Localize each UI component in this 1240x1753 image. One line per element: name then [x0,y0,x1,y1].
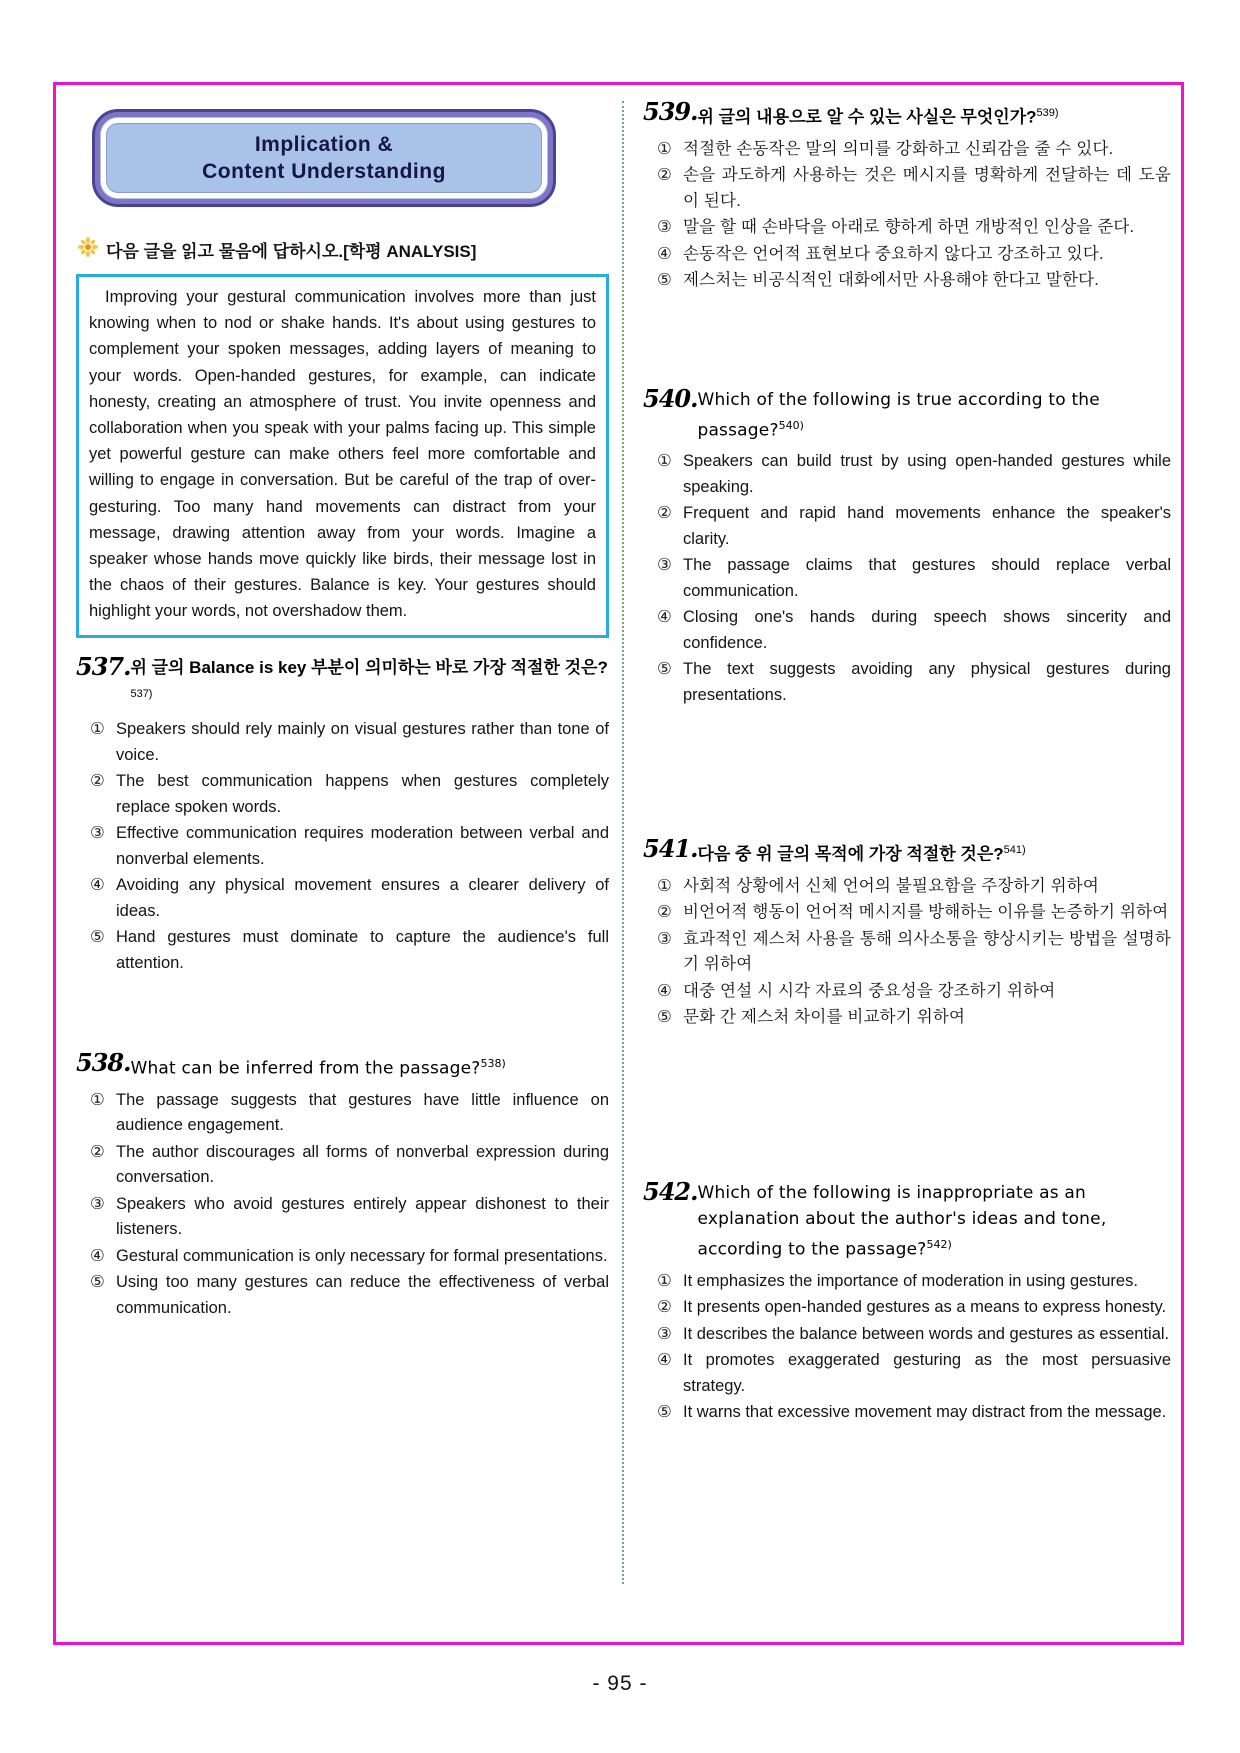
option-text: Gestural communication is only necessary for formal presentations. [116,1246,608,1265]
option-marker: ① [657,452,672,471]
option [90,1270,609,1321]
question-ref: 542) [926,1237,952,1251]
option-text: Hand gestures must dominate to capture the audience's full attention. [116,928,609,972]
option-marker: ② [657,1298,672,1317]
passage-box [76,274,609,638]
instruction-text: 다음 글을 읽고 물음에 답하시오.[학평 ANALYSIS] [106,242,477,261]
option-marker: ⑤ [657,660,672,679]
question-540 [643,383,1171,709]
options-537 [90,717,609,976]
question-number: 541. [643,834,698,864]
option-marker: ④ [657,244,672,263]
option-text: 문화 간 제스처 차이를 비교하기 위하여 [683,1008,966,1027]
instruction-row [78,237,609,262]
column-divider [622,101,624,1584]
option-text: Using too many gestures can reduce the effectiveness of verbal communication. [116,1273,609,1317]
option-text: The passage suggests that gestures have little influence on audience engagement. [116,1090,609,1135]
option [90,821,609,872]
option-marker: ④ [657,608,672,627]
option [657,874,1171,900]
option-marker: ① [90,1090,105,1109]
badge-line1: Implication & [254,133,394,156]
options-541 [657,874,1171,1031]
option-text: The author discourages all forms of nonverbal expression during conversation. [116,1142,609,1187]
option [657,1348,1171,1399]
question-number: 537. [76,651,131,681]
option-text: It warns that excessive movement may distract from the message. [683,1403,1167,1422]
option-marker: ⑤ [90,1273,105,1292]
option-marker: ③ [657,218,672,237]
option [657,242,1171,268]
option-marker: ④ [657,981,672,1000]
question-537 [76,651,609,977]
option-text: Speakers can build trust by using open-handed gestures while speaking. [683,452,1171,496]
question-stem: Which of the following is inappropriate as an explanation about the author's ideas and tone, according to the passage?$^{542)}$ [697,1182,1107,1260]
option-marker: ① [657,876,672,895]
option [657,979,1171,1005]
option-marker: ② [657,166,672,185]
option [657,1400,1171,1426]
option-text: Closing one's hands during speech shows sincerity and confidence. [683,608,1171,652]
option-text: Frequent and rapid hand movements enhance the speaker's clarity. [683,504,1171,548]
question-number: 542. [643,1176,698,1206]
question-stem: 다음 중 위 글의 목적에 가장 적절한 것은?$^{541)}$ [697,844,1026,864]
passage-text: Improving your gestural communication involves more than just knowing when to nod or shake hands. It's about using gestures to complement your spoken messages, adding layers of meaning to your words. Open-handed gestures, for example, can indicate honesty, creating an atmosphere of trust. You invite openness and collaboration when you speak with your palms facing up. This simple yet powerful gesture can make others feel more comfortable and willing to engage in conversation. But be careful of the trap of over-gesturing. Too many hand movements can distract from your message, drawing attention away from your words. Imagine a speaker whose hands move quickly like birds, their message lost in the chaos of their gestures. Balance is key. Your gestures should highlight your words, not overshadow them. [89,288,596,621]
question-538 [76,1050,609,1321]
option-marker: ④ [90,1246,105,1265]
option-marker: ① [657,139,672,158]
option-marker: ② [657,903,672,922]
options-540 [657,449,1171,708]
question-ref: 537) [130,687,153,700]
option-marker: ④ [657,1351,672,1370]
option [657,1005,1171,1031]
question-ref: 539) [1036,107,1059,119]
option [90,769,609,820]
option-marker: ① [90,720,105,739]
question-stem: What can be inferred from the passage?$^{538)}$ [130,1057,506,1079]
badge-line2: Content Understanding [202,160,446,183]
option [657,553,1171,604]
option [90,717,609,768]
option-text: Avoiding any physical movement ensures a clearer delivery of ideas. [116,876,609,920]
question-stem: 위 글의 내용으로 알 수 있는 사실은 무엇인가?$^{539)}$ [697,107,1059,127]
option-text: Effective communication requires moderation between verbal and nonverbal elements. [116,824,609,868]
option-marker: ④ [90,876,105,895]
option-marker: ① [657,1271,672,1290]
question-ref: 538) [480,1057,506,1071]
question-stem: 위 글의 Balance is key 부분이 의미하는 바로 가장 적절한 것은?$^{537)}$ [130,657,608,700]
flower-icon [78,237,98,262]
question-number: 539. [643,97,698,126]
option-text: 말을 할 때 손바닥을 아래로 향하게 하면 개방적인 인상을 준다. [683,218,1135,237]
option-marker: ② [657,504,672,523]
option [657,1322,1171,1348]
option-text: Speakers should rely mainly on visual gestures rather than tone of voice. [116,720,609,764]
option-marker: ③ [657,1324,672,1343]
chapter-badge [92,109,556,207]
option [657,900,1171,926]
question-stem: Which of the following is true according to the passage?$^{540)}$ [697,389,1100,441]
options-538 [90,1088,609,1322]
option [90,1244,609,1270]
option-text: 손동작은 언어적 표현보다 중요하지 않다고 강조하고 있다. [683,244,1104,263]
option [657,657,1171,708]
question-number: 538. [76,1048,131,1078]
options-539 [657,137,1171,294]
option [657,927,1171,978]
option-marker: ⑤ [657,1403,672,1422]
left-column [56,85,625,1642]
option-text: Speakers who avoid gestures entirely appear dishonest to their listeners. [116,1194,609,1239]
question-number: 540. [643,383,698,413]
option-marker: ③ [90,1194,105,1213]
option-marker: ⑤ [90,928,105,947]
option-text: It describes the balance between words and gestures as essential. [683,1324,1170,1343]
option [90,1088,609,1139]
options-542 [657,1269,1171,1426]
option [90,1140,609,1191]
option-marker: ⑤ [657,271,672,290]
chapter-badge-title [106,123,542,193]
option-text: 효과적인 제스처 사용을 통해 의사소통을 향상시키는 방법을 설명하기 위하여 [683,929,1171,974]
option-text: 손을 과도하게 사용하는 것은 메시지를 명확하게 전달하는 데 도움이 된다. [683,166,1171,210]
option [657,137,1171,163]
option [657,501,1171,552]
question-ref: 541) [1003,844,1026,857]
option-text: It presents open-handed gestures as a means to express honesty. [683,1298,1167,1317]
option-text: 적절한 손동작은 말의 의미를 강화하고 신뢰감을 줄 수 있다. [683,139,1114,158]
option-text: It promotes exaggerated gesturing as the most persuasive strategy. [683,1351,1171,1395]
option [657,1295,1171,1321]
option-marker: ③ [657,556,672,575]
page-number: - 95 - [592,1672,648,1695]
option [657,605,1171,656]
right-column [625,85,1181,1642]
option [657,268,1171,294]
option-marker: ③ [657,929,672,948]
option [657,449,1171,500]
option [657,215,1171,241]
option [90,873,609,924]
option-marker: ⑤ [657,1008,672,1027]
option [657,163,1171,214]
option-text: 대중 연설 시 시각 자료의 중요성을 강조하기 위하여 [683,981,1056,1000]
option-text: 제스처는 비공식적인 대화에서만 사용해야 한다고 말한다. [683,271,1100,290]
option [657,1269,1171,1295]
question-ref: 540) [778,418,804,432]
question-541 [643,836,1171,1031]
option [90,925,609,976]
option-marker: ② [90,772,105,791]
option-marker: ③ [90,824,105,843]
option [90,1192,609,1243]
option-text: 비언어적 행동이 언어적 메시지를 방해하는 이유를 논증하기 위하여 [683,903,1169,922]
page-frame [53,82,1184,1645]
question-542 [643,1176,1171,1426]
option-text: The best communication happens when gestures completely replace spoken words. [116,772,609,816]
option-marker: ② [90,1142,105,1161]
option-text: It emphasizes the importance of moderation in using gestures. [683,1271,1138,1290]
option-text: The passage claims that gestures should replace verbal communication. [683,556,1171,600]
option-text: The text suggests avoiding any physical gestures during presentations. [683,660,1171,704]
option-text: 사회적 상황에서 신체 언어의 불필요함을 주장하기 위하여 [683,876,1100,895]
question-539 [643,99,1171,294]
